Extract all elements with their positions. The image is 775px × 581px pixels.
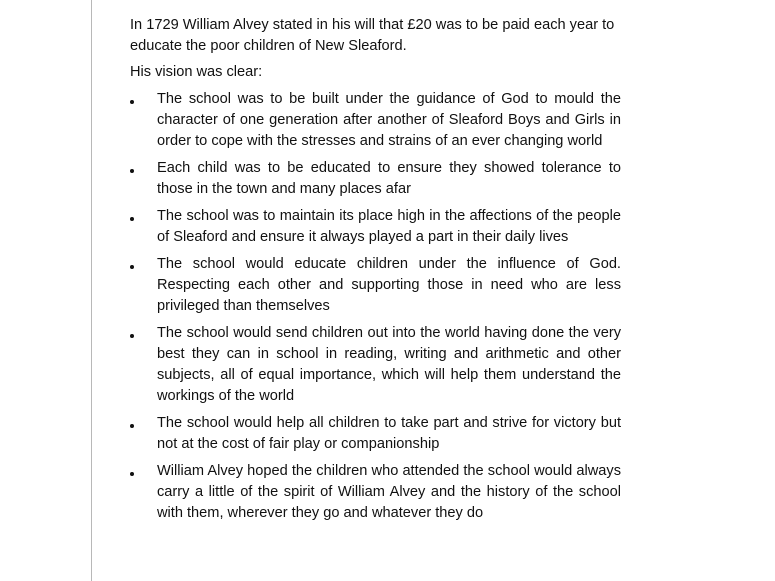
list-item [130, 206, 621, 248]
vision-bullet-list [130, 89, 621, 524]
bullet-icon [130, 424, 134, 428]
list-item [130, 89, 621, 152]
list-item-text: William Alvey hoped the children who attended the school would always carry a little of the spirit of William Alvey and the history of the school with them, wherever they go and whatever they do [157, 463, 621, 521]
list-item-text: Each child was to be educated to ensure they showed tolerance to those in the town and many places afar [157, 160, 621, 197]
list-item [130, 323, 621, 407]
list-item-text: The school would send children out into the world having done the very best they can in school in reading, writing and arithmetic and other subjects, all of equal importance, which will help them understand the workings of the world [157, 325, 621, 404]
vision-lead-text: His vision was clear: [130, 64, 263, 80]
intro-paragraph: In 1729 William Alvey stated in his will that £20 was to be paid each year to educate the poor children of New Sleaford. [130, 17, 615, 54]
bullet-icon [130, 334, 134, 338]
bullet-icon [130, 472, 134, 476]
list-item-text: The school was to maintain its place high in the affections of the people of Sleaford and ensure it always played a part in their daily lives [157, 208, 621, 245]
page-left-edge [91, 0, 92, 581]
bullet-icon [130, 217, 134, 221]
list-item [130, 413, 621, 455]
list-item-text: The school would help all children to take part and strive for victory but not at the cost of fair play or companionship [157, 415, 621, 452]
bullet-icon [130, 265, 134, 269]
list-item [130, 254, 621, 317]
bullet-icon [130, 169, 134, 173]
list-item-text: The school was to be built under the guidance of God to mould the character of one generation after another of Sleaford Boys and Girls in order to cope with the stresses and strains of an ever changing world [157, 91, 621, 149]
document-body [130, 15, 621, 524]
list-item [130, 158, 621, 200]
list-item-text: The school would educate children under the influence of God. Respecting each other and supporting those in need who are less privileged than themselves [157, 256, 621, 314]
bullet-icon [130, 100, 134, 104]
list-item [130, 461, 621, 524]
